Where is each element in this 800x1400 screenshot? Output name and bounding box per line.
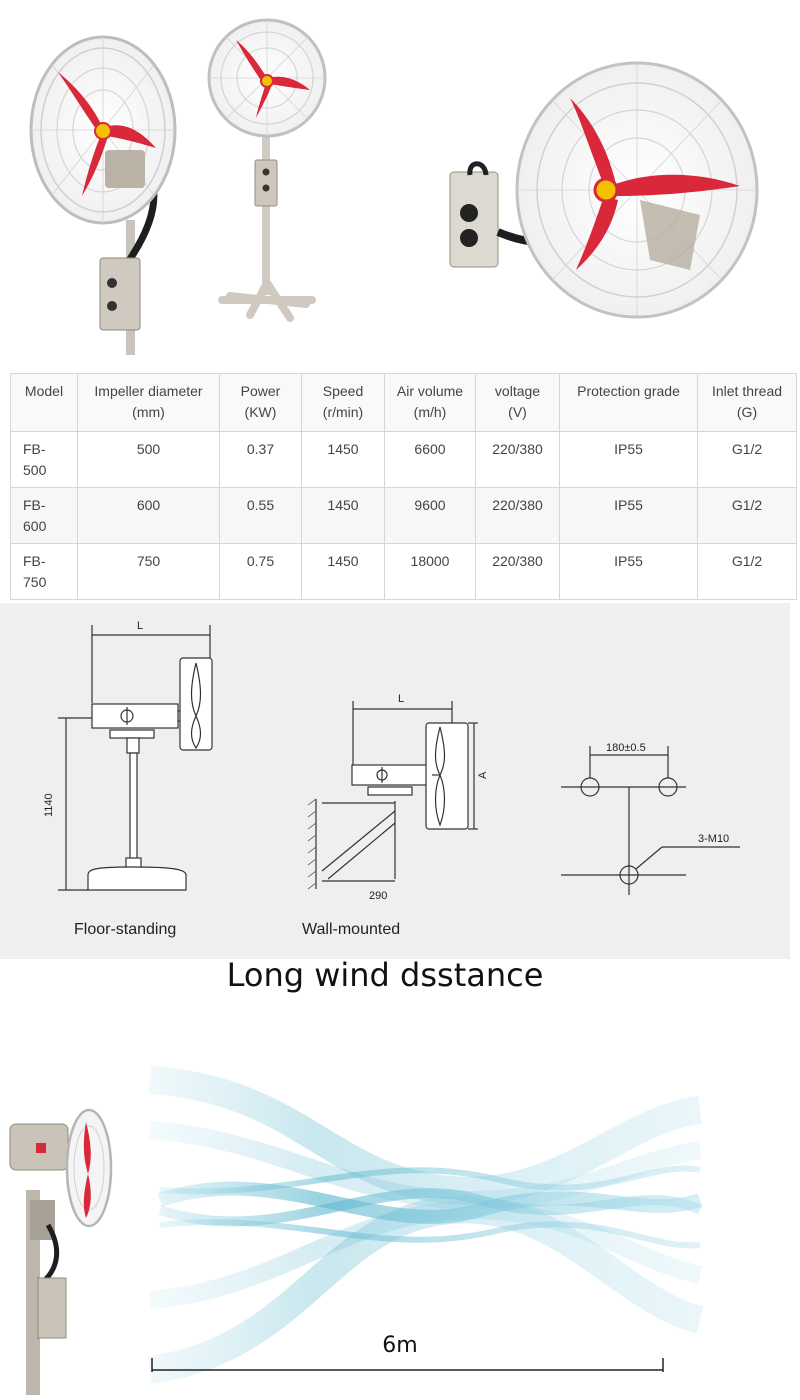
cell-speed: 1450 [302, 432, 385, 488]
header-speed: Speed (r/min) [302, 374, 385, 432]
cell-air-volume: 9600 [385, 488, 476, 544]
cell-impeller-diameter: 750 [78, 544, 220, 600]
cell-speed: 1450 [302, 544, 385, 600]
floor-height-dim: 1140 [43, 793, 55, 817]
wall-mounted-caption: Wall-mounted [302, 921, 401, 938]
mounting-hole-drawing [561, 746, 740, 895]
wall-length-dim: L [398, 693, 405, 705]
cell-power: 0.55 [220, 488, 302, 544]
side-fan-photo [10, 1110, 111, 1395]
technical-drawings [0, 603, 790, 959]
large-wall-fan-photo [450, 63, 757, 317]
cell-voltage: 220/380 [476, 432, 560, 488]
wall-mounted-drawing [316, 701, 478, 889]
cell-inlet-thread: G1/2 [698, 544, 797, 600]
cell-voltage: 220/380 [476, 544, 560, 600]
wall-side-dim: A [477, 771, 489, 779]
cell-voltage: 220/380 [476, 488, 560, 544]
cell-protection-grade: IP55 [560, 488, 698, 544]
product-photos [0, 0, 800, 360]
table-row [11, 544, 797, 600]
cell-inlet-thread: G1/2 [698, 488, 797, 544]
cell-power: 0.37 [220, 432, 302, 488]
cell-model: FB- 600 [11, 488, 78, 544]
header-impeller-diameter: Impeller diameter (mm) [78, 374, 220, 432]
floor-fan-photo [209, 20, 325, 318]
header-protection-grade: Protection grade [560, 374, 698, 432]
cell-protection-grade: IP55 [560, 432, 698, 488]
header-inlet-thread: Inlet thread (G) [698, 374, 797, 432]
distance-label: 6m [382, 1333, 418, 1358]
header-model: Model [11, 374, 78, 432]
wind-streams [150, 1080, 700, 1370]
table-row [11, 432, 797, 488]
wall-hatching [308, 799, 316, 889]
cell-impeller-diameter: 600 [78, 488, 220, 544]
wall-fan-photo [31, 37, 175, 355]
table-row [11, 488, 797, 544]
cell-impeller-diameter: 500 [78, 432, 220, 488]
cell-inlet-thread: G1/2 [698, 432, 797, 488]
bolt-label: 3-M10 [698, 833, 730, 845]
cell-speed: 1450 [302, 488, 385, 544]
wall-bracket-dim: 290 [369, 890, 388, 902]
floor-standing-caption: Floor-standing [74, 921, 177, 938]
wind-headline: Long wind dsstance [226, 956, 544, 994]
table-header-row [11, 374, 797, 432]
cell-model: FB- 750 [11, 544, 78, 600]
header-air-volume: Air volume (m/h) [385, 374, 476, 432]
hole-spacing-dim: 180±0.5 [606, 742, 646, 754]
cell-protection-grade: IP55 [560, 544, 698, 600]
floor-standing-drawing [58, 625, 212, 890]
spec-table [10, 373, 797, 600]
technical-drawings-panel [0, 603, 790, 959]
cell-air-volume: 6600 [385, 432, 476, 488]
cell-air-volume: 18000 [385, 544, 476, 600]
header-power: Power (KW) [220, 374, 302, 432]
cell-power: 0.75 [220, 544, 302, 600]
cell-model: FB- 500 [11, 432, 78, 488]
header-voltage: voltage (V) [476, 374, 560, 432]
floor-length-dim: L [137, 620, 144, 632]
